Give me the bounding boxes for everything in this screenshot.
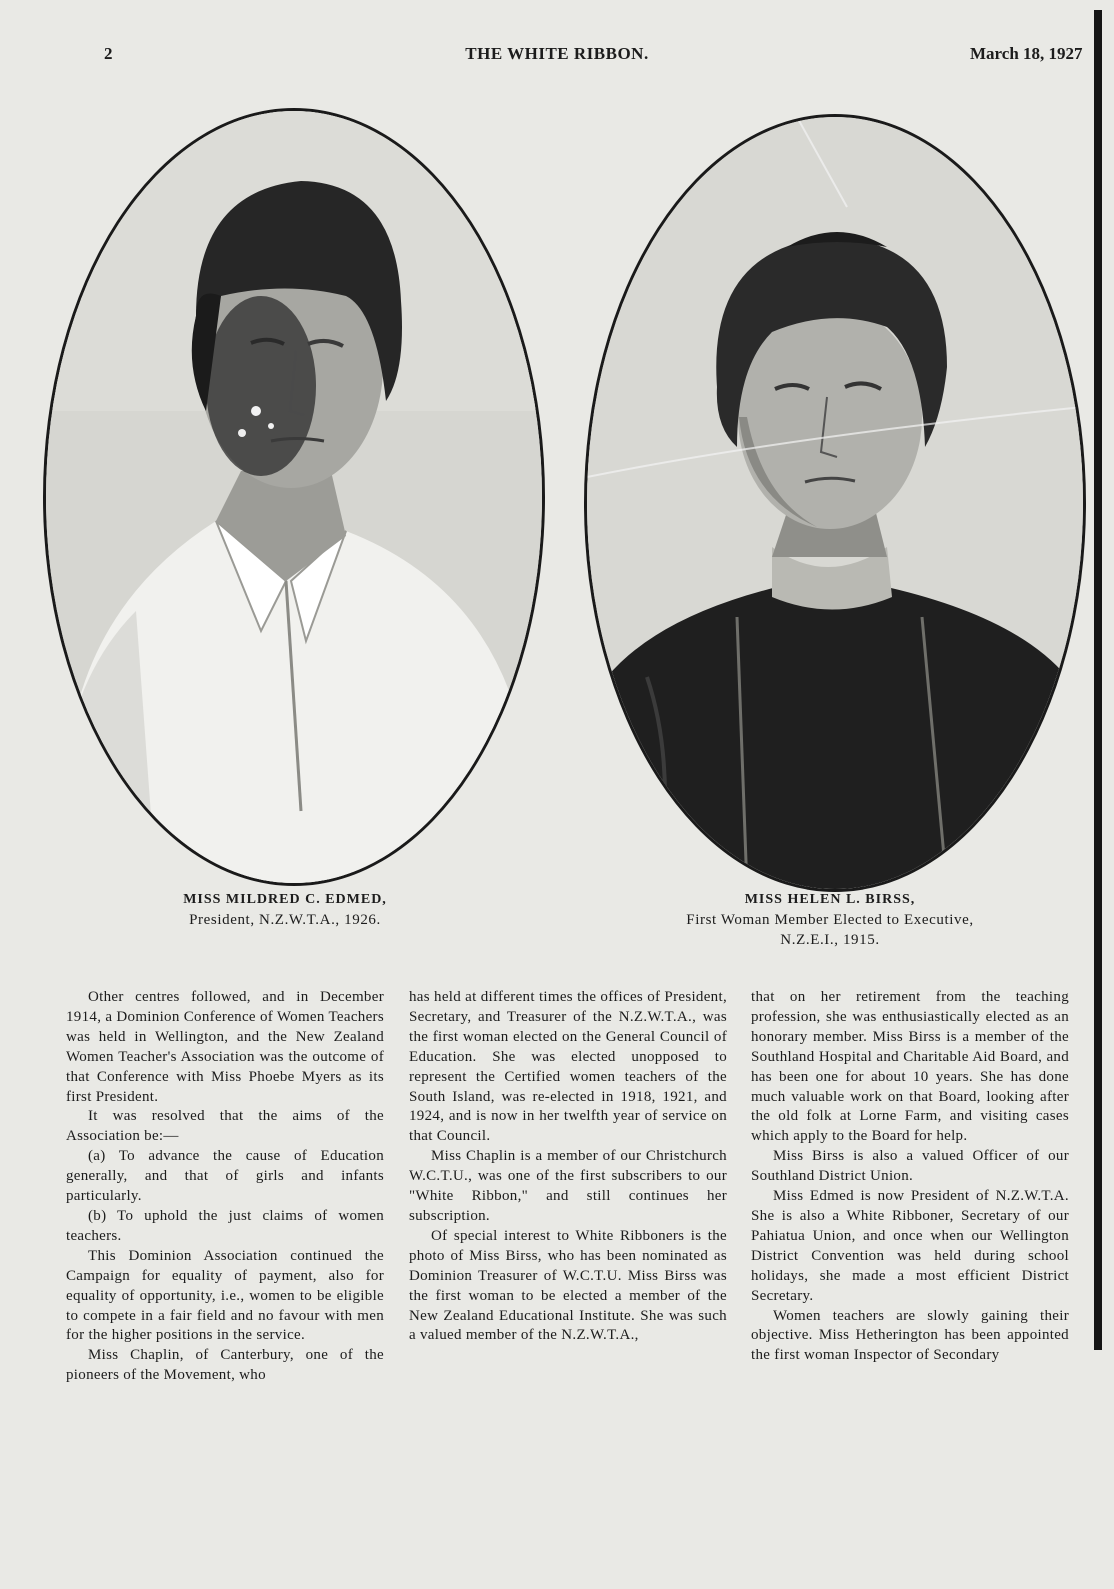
caption-edmed — [85, 890, 485, 930]
paragraph: Other centres followed, and in December 1914, a Dominion Conference of Women Teachers was held in Wellington, and the New Zealand Women Teacher's Association was the outcome of that Conference with Miss Phoebe Myers as its first President. — [66, 989, 384, 1105]
caption-title: President, N.Z.W.T.A., 1926. — [189, 912, 381, 928]
paragraph: It was resolved that the aims of the Association be:— — [66, 1108, 384, 1145]
caption-title: First Woman Member Elected to Executive, — [686, 912, 974, 928]
paragraph: Miss Chaplin, of Canterbury, one of the pioneers of the Movement, who — [66, 1347, 384, 1384]
portrait-birss — [584, 114, 1086, 892]
page-number: 2 — [104, 44, 113, 63]
portrait-birss-image — [587, 117, 1083, 889]
caption-birss — [610, 890, 1050, 950]
paragraph: Miss Chaplin is a member of our Christchurch W.C.T.U., was one of the first subscribers to our "White Ribbon," and still continues her subscription. — [409, 1148, 727, 1224]
article-column-3 — [751, 988, 1069, 1366]
newspaper-title: THE WHITE RIBBON. — [465, 44, 649, 63]
caption-title: N.Z.E.I., 1915. — [780, 932, 880, 948]
portrait-edmed-image — [46, 111, 542, 883]
scan-edge — [1094, 10, 1102, 1350]
paragraph: (a) To advance the cause of Education generally, and that of girls and infants particularly. — [66, 1148, 384, 1205]
paragraph: (b) To uphold the just claims of women teachers. — [66, 1207, 384, 1244]
article-column-2 — [409, 988, 727, 1346]
paragraph: Miss Birss is also a valued Officer of our Southland District Union. — [751, 1148, 1069, 1185]
paragraph: This Dominion Association continued the Campaign for equality of payment, also for equality of opportunity, i.e., women to be eligible to compete in a fair field and no favour with men for the higher positions in the service. — [66, 1247, 384, 1344]
caption-name: MISS HELEN L. BIRSS, — [744, 892, 916, 907]
article-column-1 — [66, 988, 384, 1386]
paragraph: Women teachers are slowly gaining their objective. Miss Hetherington has been appointed the first woman Inspector of Secondary — [751, 1307, 1069, 1364]
portrait-edmed — [43, 108, 545, 886]
paragraph: Miss Edmed is now President of N.Z.W.T.A. She is also a White Ribboner, Secretary of our Pahiatua Union, and once when our Wellington District Convention was held during school holidays, she made a most efficient District Secretary. — [751, 1188, 1069, 1304]
issue-date: March 18, 1927 — [970, 44, 1083, 63]
paragraph: Of special interest to White Ribboners is the photo of Miss Birss, who has been nominated as Dominion Treasurer of W.C.T.U. Miss Birss was the first woman to be elected a member of the New Zealand Educational Institute. She was such a valued member of the N.Z.W.T.A., — [409, 1227, 727, 1344]
paragraph: has held at different times the offices of President, Secretary, and Treasurer of the N.Z.W.T.A., was the first woman elected on the General Council of Education. She was elected unopposed to represent the Certified women teachers of the South Island, was re-elected in 1918, 1921, and 1924, and is now in her twelfth year of service on that Council. — [409, 989, 727, 1145]
caption-name: MISS MILDRED C. EDMED, — [183, 892, 387, 907]
paragraph: that on her retirement from the teaching profession, she was enthusiastically elected as an honorary member. Miss Birss is a member of the Southland Hospital and Charitable Aid Board, and has been one for about 10 years. She has done much valuable work on that Board, looking after the old folk at Lorne Farm, and visiting cases which apply to the Board for help. — [751, 989, 1069, 1145]
